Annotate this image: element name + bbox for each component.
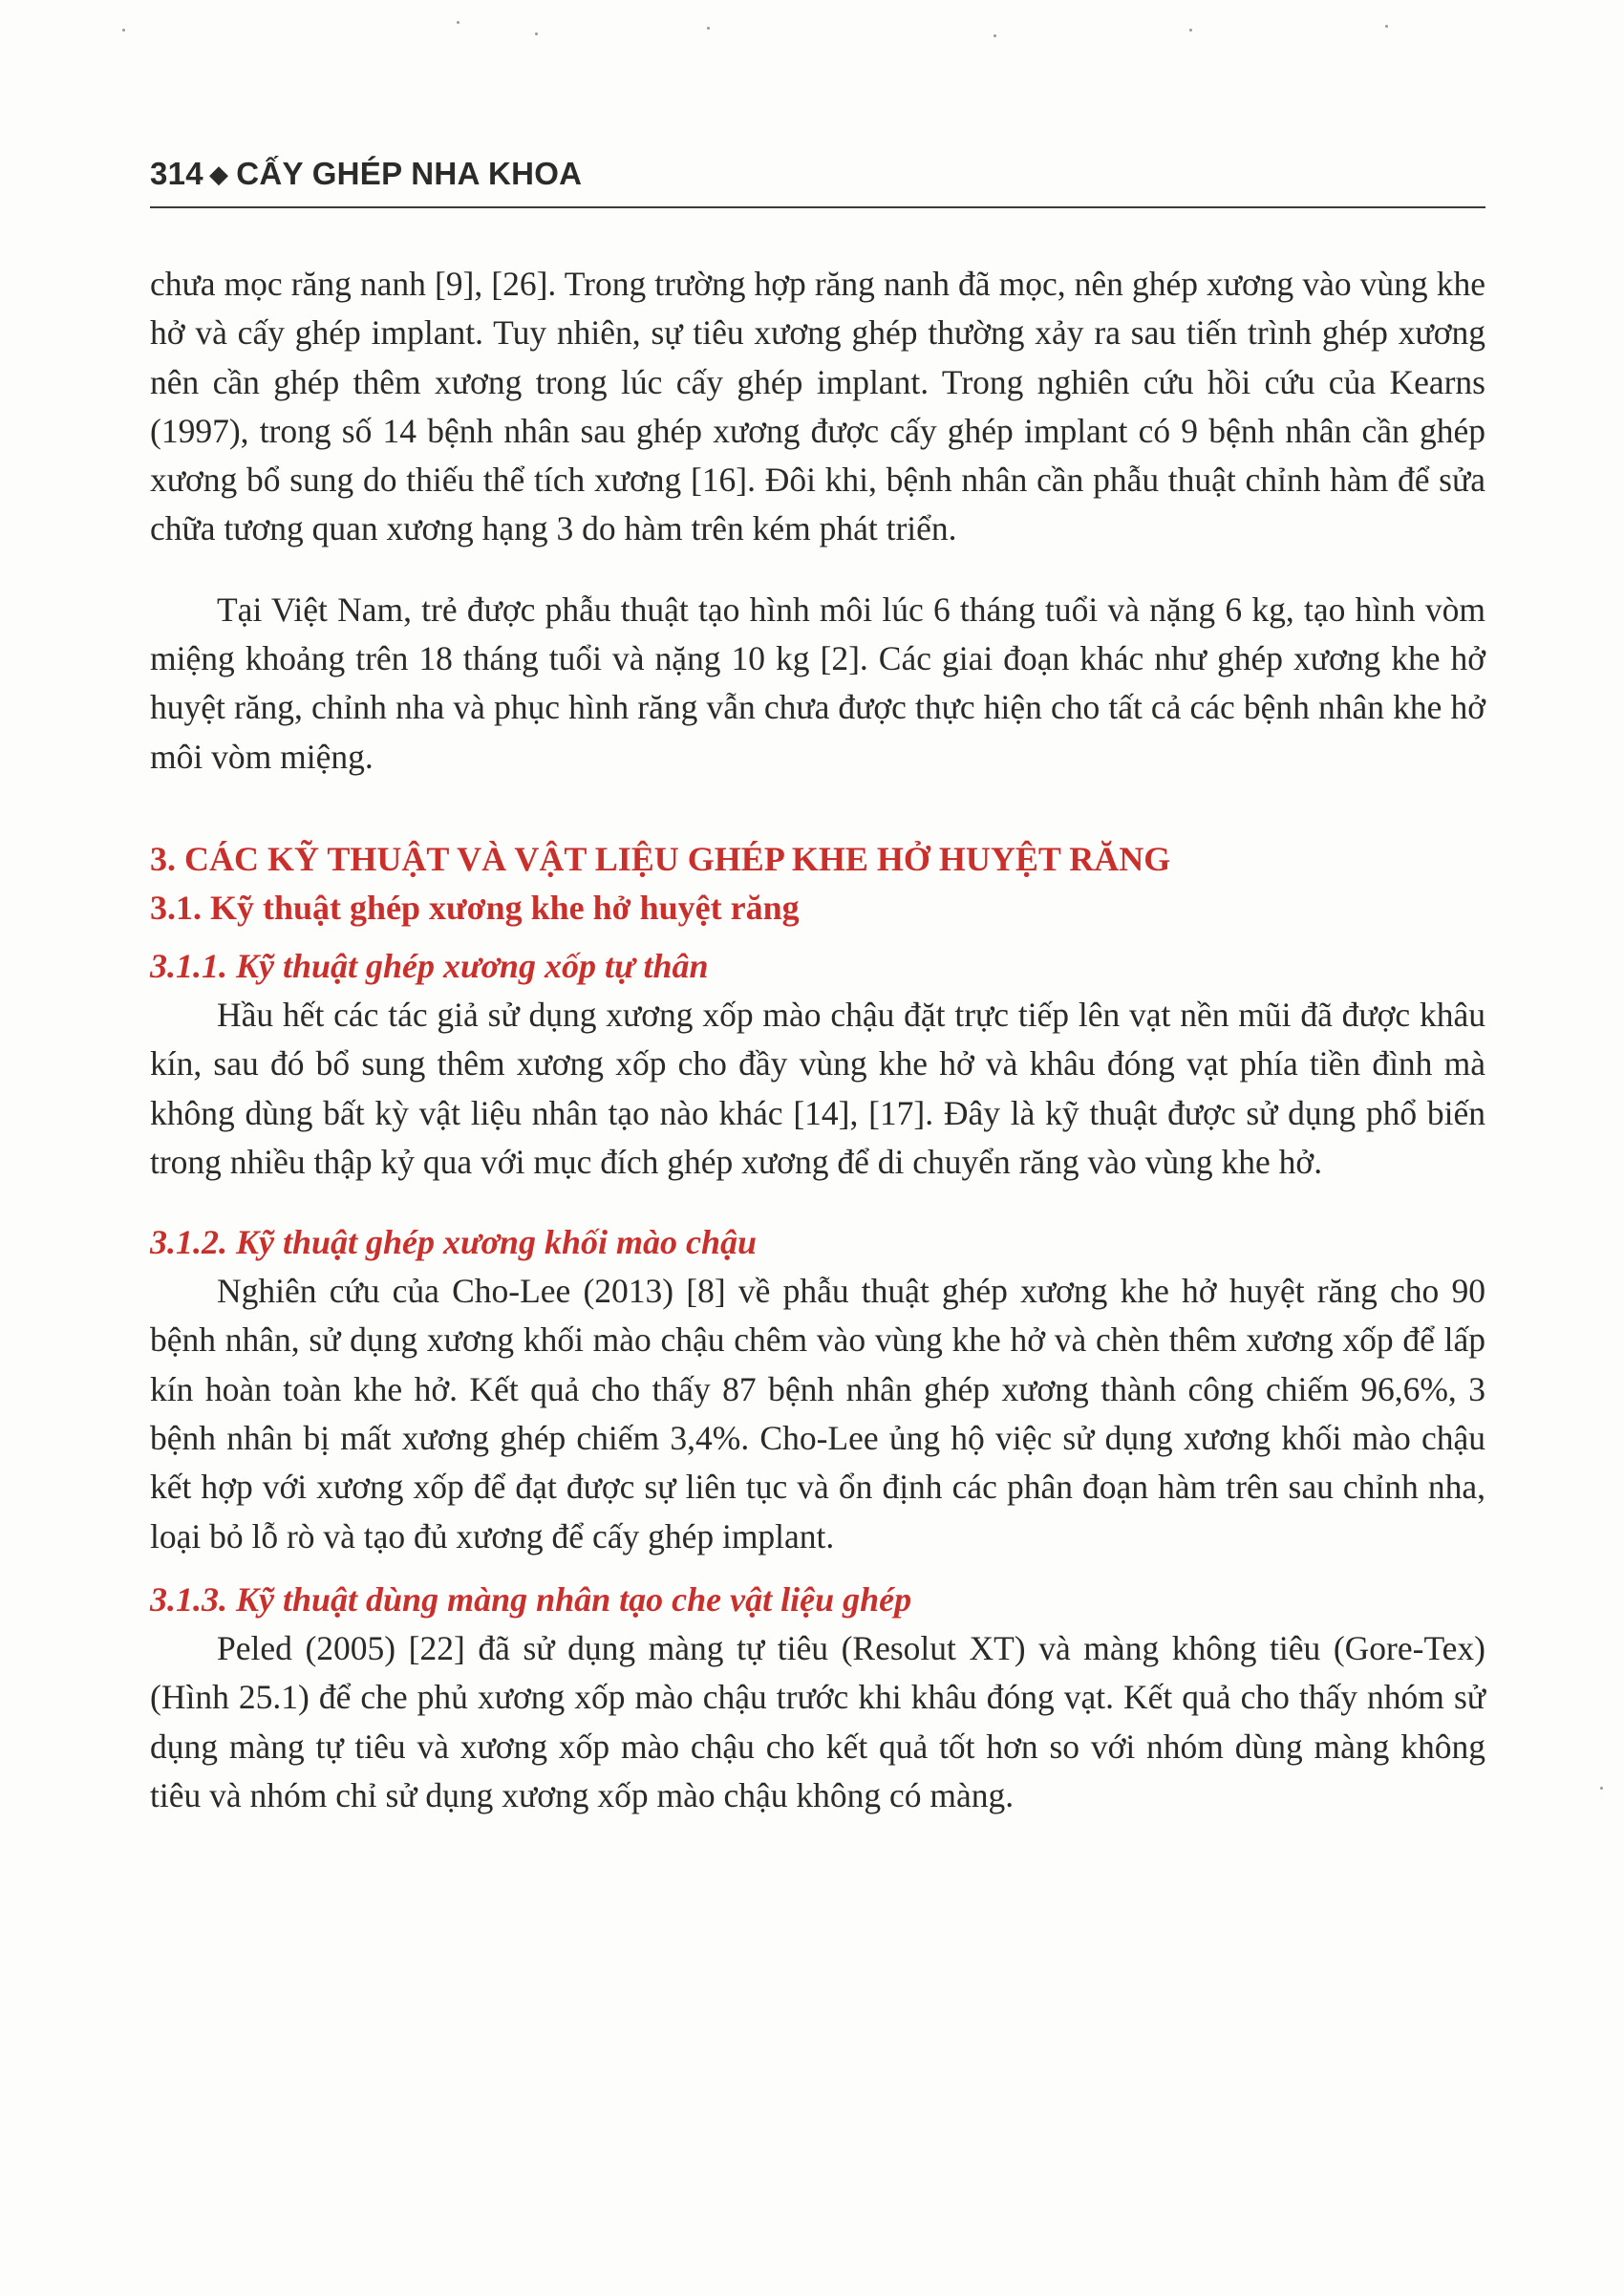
paragraph-body: Peled (2005) [22] đã sử dụng màng tự tiêu (Resolut XT) và màng không tiêu (Gore-Tex) (Hình 25.1) để che phủ xương xốp mào chậu trước khi khâu đóng vạt. Kết quả cho thấy nhóm sử dụng màng tự tiêu và xương xốp mào chậu cho kết quả tốt hơn so với nhóm dùng màng không tiêu và nhóm chỉ sử dụng xương xốp mào chậu không có màng. (150, 1628, 1485, 1814)
subsubsection-heading: 3.1.1. Kỹ thuật ghép xương xốp tự thân (150, 946, 709, 985)
subsection-heading: 3.1. Kỹ thuật ghép xương khe hở huyệt răng (150, 888, 800, 927)
section-heading: 3. CÁC KỸ THUẬT VÀ VẬT LIỆU GHÉP KHE HỞ HUYỆT RĂNG (150, 839, 1171, 878)
page-header (150, 157, 1485, 208)
scan-speck (457, 21, 459, 24)
scan-speck (1385, 25, 1388, 28)
paragraph-body: Hầu hết các tác giả sử dụng xương xốp mào chậu đặt trực tiếp lên vạt nền mũi đã được khâu kín, sau đó bổ sung thêm xương xốp cho đầy vùng khe hở và khâu đóng vạt phía tiền đình mà không dùng bất kỳ vật liệu nhân tạo nào khác [14], [17]. Đây là kỹ thuật được sử dụng phổ biến trong nhiều thập kỷ qua với mục đích ghép xương để di chuyển răng vào vùng khe hở. (150, 995, 1485, 1181)
scan-speck (122, 29, 125, 32)
scan-speck (707, 27, 710, 30)
scan-speck (535, 32, 538, 35)
subsubsection-heading: 3.1.3. Kỹ thuật dùng màng nhân tạo che vật liệu ghép (150, 1579, 912, 1619)
page-body (150, 260, 1485, 1820)
book-title: CẤY GHÉP NHA KHOA (236, 156, 583, 191)
scan-speck (994, 34, 996, 37)
running-head (150, 157, 582, 192)
scan-speck (1600, 1787, 1603, 1790)
page-number: 314 (150, 156, 203, 191)
paragraph-body: Nghiên cứu của Cho-Lee (2013) [8] về phẫu thuật ghép xương khe hở huyệt răng cho 90 bệnh nhân, sử dụng xương khối mào chậu chêm vào vùng khe hở và chèn thêm xương xốp để lấp kín hoàn toàn khe hở. Kết quả cho thấy 87 bệnh nhân ghép xương thành công chiếm 96,6%, 3 bệnh nhân bị mất xương ghép chiếm 3,4%. Cho-Lee ủng hộ việc sử dụng xương khối mào chậu kết hợp với xương xốp để đạt được sự liên tục và ổn định các phân đoạn hàm trên sau chỉnh nha, loại bỏ lỗ rò và tạo đủ xương để cấy ghép implant. (150, 1272, 1485, 1556)
diamond-icon: ◆ (208, 161, 229, 189)
scan-speck (1189, 29, 1192, 32)
paragraph-continued: chưa mọc răng nanh [9], [26]. Trong trường hợp răng nanh đã mọc, nên ghép xương vào vùng khe hở và cấy ghép implant. Tuy nhiên, sự tiêu xương ghép thường xảy ra sau tiến trình ghép xương nên cần ghép thêm xương trong lúc cấy ghép implant. Trong nghiên cứu hồi cứu của Kearns (1997), trong số 14 bệnh nhân sau ghép xương được cấy ghép implant có 9 bệnh nhân cần ghép xương bổ sung do thiếu thể tích xương [16]. Đôi khi, bệnh nhân cần phẫu thuật chỉnh hàm để sửa chữa tương quan xương hạng 3 do hàm trên kém phát triển. (150, 265, 1485, 548)
paragraph-vietnam: Tại Việt Nam, trẻ được phẫu thuật tạo hình môi lúc 6 tháng tuổi và nặng 6 kg, tạo hình vòm miệng khoảng trên 18 tháng tuổi và nặng 10 kg [2]. Các giai đoạn khác như ghép xương khe hở huyệt răng, chỉnh nha và phục hình răng vẫn chưa được thực hiện cho tất cả các bệnh nhân khe hở môi vòm miệng. (150, 590, 1485, 776)
subsubsection-heading: 3.1.2. Kỹ thuật ghép xương khối mào chậu (150, 1223, 757, 1262)
